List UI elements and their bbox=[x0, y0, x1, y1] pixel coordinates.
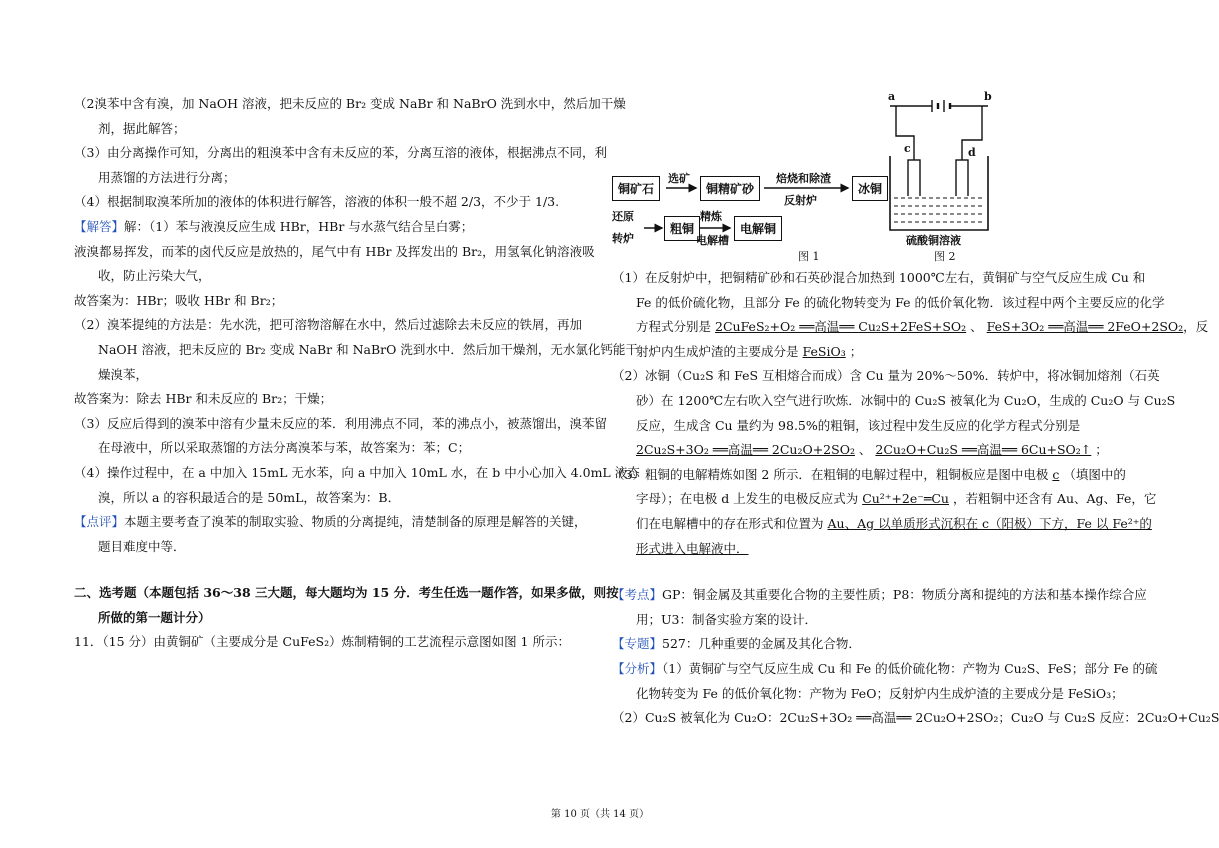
answer-equation: 2Cu₂S+3O₂ ══高温══ 2Cu₂O+2SO₂ bbox=[636, 442, 855, 458]
text-line: 燥溴苯， bbox=[98, 366, 149, 382]
text-span: （填图中的 bbox=[1063, 466, 1126, 482]
answer-equation: FeS+3O₂ ══高温══ 2FeO+2SO₂ bbox=[986, 319, 1184, 335]
text-line: 射炉内生成炉渣的主要成分是 FeSiO₃ ； bbox=[636, 343, 863, 359]
text-line: （3）反应后得到的溴苯中溶有少量未反应的苯．利用沸点不同，苯的沸点小，被蒸馏出，溴苯留 bbox=[74, 415, 607, 431]
text-line: （2）冰铜（Cu₂S 和 FeS 互相熔合而成）含 Cu 量为 20%～50%．转炉中，将冰铜加熔剂（石英 bbox=[612, 368, 1160, 384]
terminal-b-label: b bbox=[984, 90, 992, 103]
answer-equation: 2Cu₂O+Cu₂S ══高温══ 6Cu+SO₂↑ bbox=[875, 442, 1092, 458]
text-line: 砂）在 1200℃左右吹入空气进行吹炼．冰铜中的 Cu₂S 被氧化为 Cu₂O，生成的 Cu₂O 与 Cu₂S bbox=[636, 392, 1176, 408]
text-line: （3）由分离操作可知，分离出的粗溴苯中含有未反应的苯，分离互溶的液体，根据沸点不同，利 bbox=[74, 145, 607, 161]
text-line: 剂，据此解答； bbox=[98, 120, 186, 136]
text-line: （2）溴苯提纯的方法是：先水洗，把可溶物溶解在水中，然后过滤除去未反应的铁屑，再加 bbox=[74, 317, 582, 333]
text-span: 本题主要考查了溴苯的制取实验、物质的分离提纯，清楚制备的原理是解答的关键， bbox=[124, 514, 587, 530]
text-line: 化物转变为 Fe 的低价氧化物：产物为 FeO；反射炉内生成炉渣的主要成分是 FeSiO₃； bbox=[636, 685, 1124, 701]
flow-label: 选矿 bbox=[668, 172, 690, 185]
text-line bbox=[74, 510, 594, 535]
subject-tag: 【专题】 bbox=[612, 636, 663, 652]
flow-label: 转炉 bbox=[612, 232, 634, 245]
text-line bbox=[612, 463, 1138, 488]
figure-2-electrolysis bbox=[884, 90, 1004, 264]
text-line bbox=[612, 657, 1158, 682]
text-line: （1）在反射炉中，把铜精矿砂和石英砂混合加热到 1000℃左右，黄铜矿与空气反应生成 Cu 和 bbox=[612, 270, 1146, 285]
text-line: 溴，所以 a 的容积最适合的是 50mL，故答案为：B． bbox=[98, 489, 401, 505]
text-span: ，反 bbox=[1183, 319, 1209, 335]
text-line bbox=[74, 215, 594, 240]
flow-box-concentrate: 铜精矿砂 bbox=[700, 176, 760, 201]
flow-label: 还原 bbox=[612, 210, 634, 223]
figure-caption: 图 2 bbox=[934, 250, 956, 263]
text-span: ，若粗铜中还含有 Au、Ag、Fe，它 bbox=[952, 491, 1157, 507]
text-span: 解：（1）苯与液溴反应生成 HBr，HBr 与水蒸气结合呈白雾； bbox=[124, 218, 474, 234]
text-line: 2Cu₂S+3O₂ ══高温══ 2Cu₂O+2SO₂ 、 2Cu₂O+Cu₂S ══高温══ 6Cu+SO₂↑ ； bbox=[636, 442, 1108, 458]
text-line: 方程式分别是 2CuFeS₂+O₂ ══高温══ Cu₂S+2FeS+SO₂ 、 FeS+3O₂ ══高温══ 2FeO+2SO₂，反 bbox=[636, 319, 1209, 335]
electrode-d-label: d bbox=[968, 146, 976, 159]
text-line: 题目难度中等． bbox=[98, 538, 186, 554]
text-line: 收，防止污染大气， bbox=[98, 268, 211, 284]
flow-box-ore: 铜矿石 bbox=[612, 176, 660, 201]
flow-box-matte: 冰铜 bbox=[852, 176, 888, 201]
answer-equation: 2CuFeS₂+O₂ ══高温══ Cu₂S+2FeS+SO₂ bbox=[715, 319, 967, 335]
page-footer: 第 10 页（共 14 页） bbox=[550, 809, 650, 820]
figure-1-flowchart bbox=[612, 166, 888, 262]
flow-label: 焙烧和除渣 bbox=[776, 172, 831, 185]
text-line bbox=[612, 632, 1138, 657]
text-line: 反应，生成含 Cu 量约为 98.5%的粗铜，该过程中发生反应的化学方程式分别是 bbox=[636, 417, 1081, 433]
answer-position: Au、Ag 以单质形式沉积在 c（阳极）下方，Fe 以 Fe²⁺的 bbox=[827, 515, 1152, 531]
text-line: 故答案为：HBr；吸收 HBr 和 Br₂； bbox=[74, 292, 284, 308]
answer-electrode: c bbox=[1052, 466, 1060, 482]
flow-box-electrolytic: 电解铜 bbox=[734, 216, 782, 241]
text-line: 用蒸馏的方法进行分离； bbox=[98, 169, 236, 185]
text-line bbox=[612, 487, 1157, 512]
text-line: Fe 的低价硫化物，且部分 Fe 的硫化物转变为 Fe 的低价氧化物．该过程中两个主要反应的化学 bbox=[636, 294, 1165, 310]
text-line: 用；U3：制备实验方案的设计． bbox=[636, 611, 817, 627]
solution-label: 硫酸铜溶液 bbox=[906, 234, 961, 247]
section-heading: 二、选考题（本题包括 36～38 三大题，每大题均为 15 分．考生任选一题作答，如果多做，则按 bbox=[74, 585, 619, 601]
comment-tag: 【点评】 bbox=[74, 514, 125, 530]
text-span: 射炉内生成炉渣的主要成分是 bbox=[636, 343, 799, 359]
flow-label: 反射炉 bbox=[784, 194, 817, 207]
text-span: GP：铜金属及其重要化合物的主要性质；P8：物质分离和提纯的方法和基本操作综合应 bbox=[662, 587, 1147, 603]
flow-label: 精炼 bbox=[700, 210, 722, 223]
text-span: 527：几种重要的金属及其化合物． bbox=[662, 636, 861, 652]
right-column bbox=[612, 266, 1219, 731]
text-line: （2）Cu₂S 被氧化为 Cu₂O：2Cu₂S+3O₂ ══高温══ 2Cu₂O+2SO₂；Cu₂O 与 Cu₂S 反应：2Cu₂O+Cu₂S bbox=[612, 710, 1219, 726]
text-span: （3）粗铜的电解精炼如图 2 所示．在粗铜的电解过程中，粗铜板应是图中电极 bbox=[612, 466, 1049, 482]
text-line: 故答案为：除去 HBr 和未反应的 Br₂；干燥； bbox=[74, 391, 333, 407]
text-line: NaOH 溶液，把未反应的 Br₂ 变成 NaBr 和 NaBrO 洗到水中．然后加干燥剂，无水氯化钙能干 bbox=[98, 341, 638, 357]
text-span: 们在电解槽中的存在形式和位置为 bbox=[636, 515, 824, 531]
electrode-c-label: c bbox=[904, 142, 911, 155]
text-line: 形式进入电解液中． bbox=[636, 540, 749, 556]
flow-label: 电解槽 bbox=[696, 234, 729, 247]
flow-box-blister: 粗铜 bbox=[664, 216, 700, 241]
question-11: 11．（15 分）由黄铜矿（主要成分是 CuFeS₂）炼制精铜的工艺流程示意图如图 1 所示： bbox=[74, 634, 570, 650]
section-heading: 所做的第一题计分） bbox=[98, 609, 211, 625]
text-line: （2溴苯中含有溴，加 NaOH 溶液，把未反应的 Br₂ 变成 NaBr 和 NaBrO 洗到水中，然后加干燥 bbox=[74, 96, 626, 111]
text-line: （4）操作过程中，在 a 中加入 15mL 无水苯，向 a 中加入 10mL 水，在 b 中小心加入 4.0mL 液态 bbox=[74, 464, 640, 480]
analysis-tag: 【分析】 bbox=[612, 660, 663, 676]
answer-tag: 【解答】 bbox=[74, 218, 125, 234]
answer-slag: FeSiO₃ bbox=[802, 343, 846, 359]
text-span: 方程式分别是 bbox=[636, 319, 712, 335]
topic-tag: 【考点】 bbox=[612, 587, 663, 603]
text-span: 字母）；在电极 d 上发生的电极反应式为 bbox=[636, 491, 859, 507]
text-line bbox=[612, 512, 1152, 537]
text-line: （4）根据制取溴苯所加的液体的体积进行解答，溶液的体积一般不超 2/3，不少于 1/3. bbox=[74, 194, 560, 210]
text-line: 在母液中，所以采取蒸馏的方法分离溴苯与苯，故答案为：苯；C； bbox=[98, 440, 471, 456]
terminal-a-label: a bbox=[888, 90, 896, 103]
figure-caption: 图 1 bbox=[798, 250, 820, 263]
electrolysis-cell-drawing bbox=[884, 96, 1004, 246]
text-line: 液溴都易挥发，而苯的卤代反应是放热的，尾气中有 HBr 及挥发出的 Br₂，用氢氧化钠溶液吸 bbox=[74, 243, 595, 259]
answer-equation: Cu²⁺+2e⁻═Cu bbox=[862, 491, 949, 507]
text-line bbox=[612, 583, 1147, 608]
text-span: （1）黄铜矿与空气反应生成 Cu 和 Fe 的低价硫化物：产物为 Cu₂S、FeS；部分 Fe 的硫 bbox=[662, 660, 1158, 676]
